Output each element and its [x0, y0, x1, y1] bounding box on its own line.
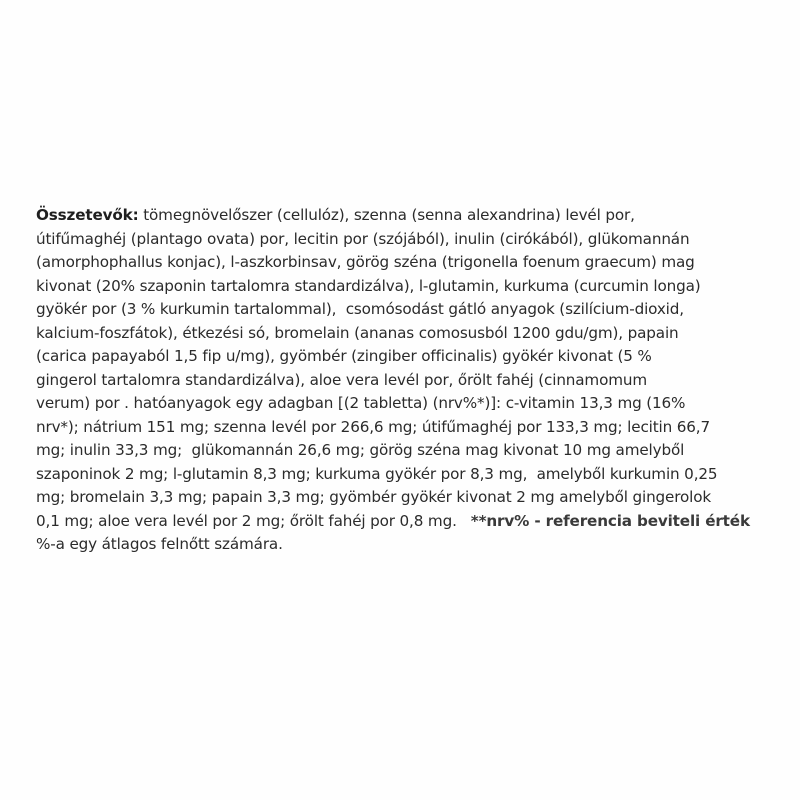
- ingredients-line-14: [36, 510, 766, 534]
- ingredients-line-11: mg; inulin 33,3 mg; glükomannán 26,6 mg; görög széna mag kivonat 10 mg amelyből: [36, 441, 685, 459]
- ingredients-line-4: kivonat (20% szaponin tartalomra standardizálva), l-glutamin, kurkuma (curcumin longa): [36, 276, 701, 295]
- ingredients-text: tömegnövelőszer (cellulóz), szenna (senna alexandrina) levél por,: [138, 206, 635, 224]
- ingredients-text-end: 0,1 mg; aloe vera levél por 2 mg; őrölt fahéj por 0,8 mg.: [36, 511, 471, 530]
- ingredients-line-9: verum) por . hatóanyagok egy adagban [(2 tabletta) (nrv%*)]: c-vitamin 13,3 mg (16%: [36, 394, 686, 412]
- ingredients-line-3: (amorphophallus konjac), l-aszkorbinsav, görög széna (trigonella foenum graecum) mag: [36, 253, 695, 271]
- ingredients-line-2: útifűmaghéj (plantago ovata) por, lecitin por (szójából), inulin (cirókából), glükomannán: [36, 229, 690, 248]
- ingredients-line-8: gingerol tartalomra standardizálva), aloe vera levél por, őrölt fahéj (cinnamomum: [36, 370, 647, 389]
- ingredients-line-12: szaponinok 2 mg; l-glutamin 8,3 mg; kurkuma gyökér por 8,3 mg, amelyből kurkumin 0,25: [36, 464, 718, 483]
- ingredients-line-10: nrv*); nátrium 151 mg; szenna levél por 266,6 mg; útifűmaghéj por 133,3 mg; lecitin 66,7: [36, 417, 710, 436]
- ingredients-paragraph: [36, 204, 766, 557]
- ingredients-line-1: [36, 204, 766, 228]
- ingredients-line-15: %-a egy átlagos felnőtt számára.: [36, 535, 283, 553]
- ingredients-line-13: mg; bromelain 3,3 mg; papain 3,3 mg; gyömbér gyökér kivonat 2 mg amelyből gingerolok: [36, 488, 711, 506]
- ingredients-line-6: kalcium-foszfátok), étkezési só, bromelain (ananas comosusból 1200 gdu/gm), papain: [36, 323, 679, 342]
- nrv-footnote: **nrv% - referencia beviteli érték: [470, 511, 750, 530]
- ingredients-line-5: gyökér por (3 % kurkumin tartalommal), csomósodást gátló anyagok (szilícium-dioxid,: [36, 300, 684, 318]
- ingredients-label: Összetevők:: [36, 206, 139, 224]
- ingredients-line-7: (carica papayaból 1,5 fip u/mg), gyömbér (zingiber officinalis) gyökér kivonat (5 %: [36, 347, 652, 365]
